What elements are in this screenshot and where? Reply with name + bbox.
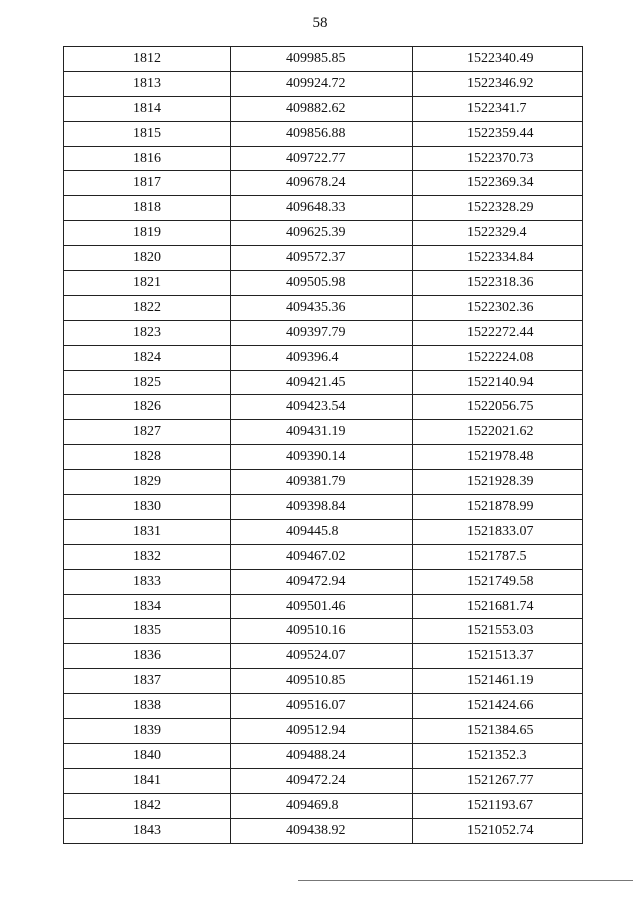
y-coordinate-cell: 1521424.66 (413, 694, 583, 719)
x-coordinate-cell: 409856.88 (231, 121, 413, 146)
y-coordinate-cell: 1522369.34 (413, 171, 583, 196)
y-coordinate-cell: 1521384.65 (413, 719, 583, 744)
point-number-cell: 1818 (64, 196, 231, 221)
table-row (64, 221, 583, 246)
y-coordinate-cell: 1522329.4 (413, 221, 583, 246)
y-coordinate-cell: 1522346.92 (413, 71, 583, 96)
table-row (64, 470, 583, 495)
x-coordinate-cell: 409510.85 (231, 669, 413, 694)
point-number-cell: 1832 (64, 544, 231, 569)
x-coordinate-cell: 409467.02 (231, 544, 413, 569)
table-row (64, 594, 583, 619)
y-coordinate-cell: 1521461.19 (413, 669, 583, 694)
table-row (64, 669, 583, 694)
table-row (64, 445, 583, 470)
point-number-cell: 1820 (64, 246, 231, 271)
table-row (64, 295, 583, 320)
point-number-cell: 1835 (64, 619, 231, 644)
point-number-cell: 1829 (64, 470, 231, 495)
table-row (64, 793, 583, 818)
x-coordinate-cell: 409512.94 (231, 719, 413, 744)
y-coordinate-cell: 1521787.5 (413, 544, 583, 569)
y-coordinate-cell: 1522359.44 (413, 121, 583, 146)
table-row (64, 743, 583, 768)
x-coordinate-cell: 409985.85 (231, 47, 413, 72)
table-row (64, 569, 583, 594)
y-coordinate-cell: 1522302.36 (413, 295, 583, 320)
point-number-cell: 1824 (64, 345, 231, 370)
table-row (64, 171, 583, 196)
y-coordinate-cell: 1522334.84 (413, 246, 583, 271)
y-coordinate-cell: 1521267.77 (413, 768, 583, 793)
x-coordinate-cell: 409648.33 (231, 196, 413, 221)
table-row (64, 420, 583, 445)
table-row (64, 619, 583, 644)
x-coordinate-cell: 409472.94 (231, 569, 413, 594)
x-coordinate-cell: 409678.24 (231, 171, 413, 196)
y-coordinate-cell: 1522340.49 (413, 47, 583, 72)
coordinates-table (63, 46, 583, 844)
x-coordinate-cell: 409510.16 (231, 619, 413, 644)
y-coordinate-cell: 1522318.36 (413, 271, 583, 296)
point-number-cell: 1833 (64, 569, 231, 594)
y-coordinate-cell: 1522224.08 (413, 345, 583, 370)
point-number-cell: 1827 (64, 420, 231, 445)
point-number-cell: 1837 (64, 669, 231, 694)
y-coordinate-cell: 1521193.67 (413, 793, 583, 818)
y-coordinate-cell: 1521749.58 (413, 569, 583, 594)
x-coordinate-cell: 409625.39 (231, 221, 413, 246)
x-coordinate-cell: 409398.84 (231, 495, 413, 520)
point-number-cell: 1841 (64, 768, 231, 793)
page-number: 58 (312, 15, 328, 31)
table-row (64, 345, 583, 370)
x-coordinate-cell: 409505.98 (231, 271, 413, 296)
x-coordinate-cell: 409381.79 (231, 470, 413, 495)
point-number-cell: 1839 (64, 719, 231, 744)
x-coordinate-cell: 409524.07 (231, 644, 413, 669)
x-coordinate-cell: 409435.36 (231, 295, 413, 320)
x-coordinate-cell: 409501.46 (231, 594, 413, 619)
coordinates-table-body (64, 47, 583, 844)
x-coordinate-cell: 409390.14 (231, 445, 413, 470)
table-row (64, 196, 583, 221)
x-coordinate-cell: 409572.37 (231, 246, 413, 271)
point-number-cell: 1838 (64, 694, 231, 719)
table-row (64, 121, 583, 146)
table-row (64, 146, 583, 171)
table-row (64, 768, 583, 793)
x-coordinate-cell: 409445.8 (231, 519, 413, 544)
x-coordinate-cell: 409397.79 (231, 320, 413, 345)
point-number-cell: 1843 (64, 818, 231, 843)
point-number-cell: 1815 (64, 121, 231, 146)
point-number-cell: 1840 (64, 743, 231, 768)
y-coordinate-cell: 1521681.74 (413, 594, 583, 619)
table-row (64, 271, 583, 296)
point-number-cell: 1825 (64, 370, 231, 395)
table-row (64, 694, 583, 719)
x-coordinate-cell: 409396.4 (231, 345, 413, 370)
table-row (64, 519, 583, 544)
table-row (64, 320, 583, 345)
bottom-rule (298, 880, 633, 881)
table-row (64, 818, 583, 843)
y-coordinate-cell: 1521928.39 (413, 470, 583, 495)
x-coordinate-cell: 409438.92 (231, 818, 413, 843)
x-coordinate-cell: 409924.72 (231, 71, 413, 96)
point-number-cell: 1831 (64, 519, 231, 544)
point-number-cell: 1842 (64, 793, 231, 818)
y-coordinate-cell: 1522328.29 (413, 196, 583, 221)
table-row (64, 246, 583, 271)
point-number-cell: 1813 (64, 71, 231, 96)
point-number-cell: 1814 (64, 96, 231, 121)
y-coordinate-cell: 1522056.75 (413, 395, 583, 420)
x-coordinate-cell: 409469.8 (231, 793, 413, 818)
point-number-cell: 1836 (64, 644, 231, 669)
x-coordinate-cell: 409488.24 (231, 743, 413, 768)
x-coordinate-cell: 409431.19 (231, 420, 413, 445)
table-row (64, 47, 583, 72)
x-coordinate-cell: 409423.54 (231, 395, 413, 420)
table-row (64, 395, 583, 420)
y-coordinate-cell: 1522140.94 (413, 370, 583, 395)
y-coordinate-cell: 1522272.44 (413, 320, 583, 345)
point-number-cell: 1828 (64, 445, 231, 470)
x-coordinate-cell: 409882.62 (231, 96, 413, 121)
x-coordinate-cell: 409722.77 (231, 146, 413, 171)
y-coordinate-cell: 1522370.73 (413, 146, 583, 171)
table-row (64, 719, 583, 744)
table-row (64, 96, 583, 121)
point-number-cell: 1816 (64, 146, 231, 171)
table-row (64, 644, 583, 669)
point-number-cell: 1819 (64, 221, 231, 246)
point-number-cell: 1823 (64, 320, 231, 345)
y-coordinate-cell: 1521878.99 (413, 495, 583, 520)
y-coordinate-cell: 1521833.07 (413, 519, 583, 544)
table-row (64, 544, 583, 569)
point-number-cell: 1826 (64, 395, 231, 420)
point-number-cell: 1812 (64, 47, 231, 72)
y-coordinate-cell: 1521513.37 (413, 644, 583, 669)
point-number-cell: 1821 (64, 271, 231, 296)
table-row (64, 495, 583, 520)
x-coordinate-cell: 409516.07 (231, 694, 413, 719)
point-number-cell: 1822 (64, 295, 231, 320)
y-coordinate-cell: 1522021.62 (413, 420, 583, 445)
y-coordinate-cell: 1521352.3 (413, 743, 583, 768)
y-coordinate-cell: 1521553.03 (413, 619, 583, 644)
y-coordinate-cell: 1521052.74 (413, 818, 583, 843)
x-coordinate-cell: 409472.24 (231, 768, 413, 793)
x-coordinate-cell: 409421.45 (231, 370, 413, 395)
table-row (64, 370, 583, 395)
point-number-cell: 1834 (64, 594, 231, 619)
y-coordinate-cell: 1521978.48 (413, 445, 583, 470)
point-number-cell: 1830 (64, 495, 231, 520)
point-number-cell: 1817 (64, 171, 231, 196)
y-coordinate-cell: 1522341.7 (413, 96, 583, 121)
table-row (64, 71, 583, 96)
